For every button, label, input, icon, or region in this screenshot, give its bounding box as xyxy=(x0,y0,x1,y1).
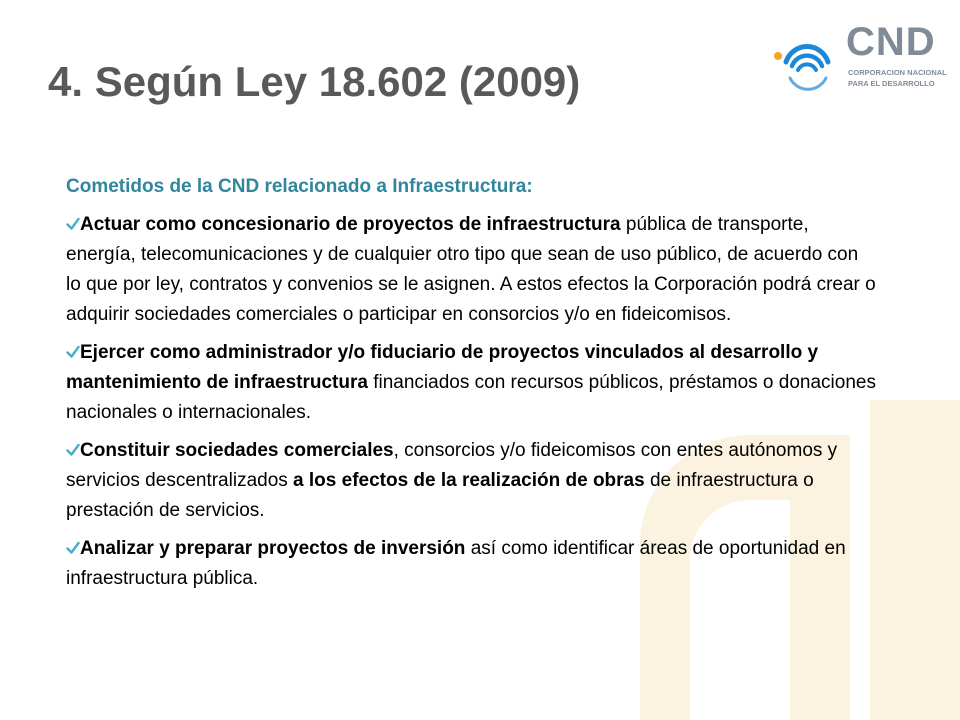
bullet-bold-text-2: a los efectos de la realización de obras xyxy=(287,470,645,491)
bullet-bold-text: Constituir sociedades comerciales xyxy=(80,440,394,461)
bullet-item xyxy=(66,210,876,330)
cnd-logo-mark-icon xyxy=(770,22,844,94)
checkmark-icon xyxy=(66,443,80,457)
bullet-text: así como identificar áreas de oportunidad en infraestructura pública. xyxy=(66,538,846,589)
bullet-item xyxy=(66,436,876,526)
logo-wordmark: CND xyxy=(846,20,936,64)
bullet-text: , consorcios y/o fideicomisos con entes autónomos y servicios descentralizados xyxy=(66,440,838,491)
slide-title: 4. Según Ley 18.602 (2009) xyxy=(48,58,581,105)
bullet-item xyxy=(66,534,876,594)
bullet-bold-text: Ejercer como administrador y/o fiduciario de proyectos vinculados al desarrollo y mantenimiento de infraestructura xyxy=(66,342,819,393)
logo-dot xyxy=(774,52,782,60)
checkmark-icon xyxy=(66,345,80,359)
checkmark-icon xyxy=(66,541,80,555)
checkmark-icon xyxy=(66,217,80,231)
slide-content xyxy=(66,172,876,602)
bullet-text: pública de transporte, energía, telecomunicaciones y de cualquier otro tipo que sean de uso público, de acuerdo con lo que por ley, contratos y convenios se le asignen. A estos efectos la Corporación podrá crear o adquirir sociedades comerciales o participar en consorcios y/o en fideicomisos. xyxy=(66,214,876,325)
bullet-list xyxy=(66,210,876,594)
cnd-logo xyxy=(770,18,950,100)
watermark-bar xyxy=(870,400,960,720)
logo-subline-1: CORPORACION NACIONAL xyxy=(848,68,947,77)
bullet-item xyxy=(66,338,876,428)
bullet-text-2: de infraestructura o prestación de servicios. xyxy=(66,470,814,521)
logo-subline-2: PARA EL DESARROLLO xyxy=(848,79,935,88)
bullet-text: financiados con recursos públicos, préstamos o donaciones nacionales o internacionales. xyxy=(66,372,876,423)
bullet-bold-text: Actuar como concesionario de proyectos de infraestructura xyxy=(80,214,621,235)
section-subtitle: Cometidos de la CND relacionado a Infraestructura: xyxy=(66,176,533,197)
bullet-bold-text: Analizar y preparar proyectos de inversión xyxy=(80,538,466,559)
